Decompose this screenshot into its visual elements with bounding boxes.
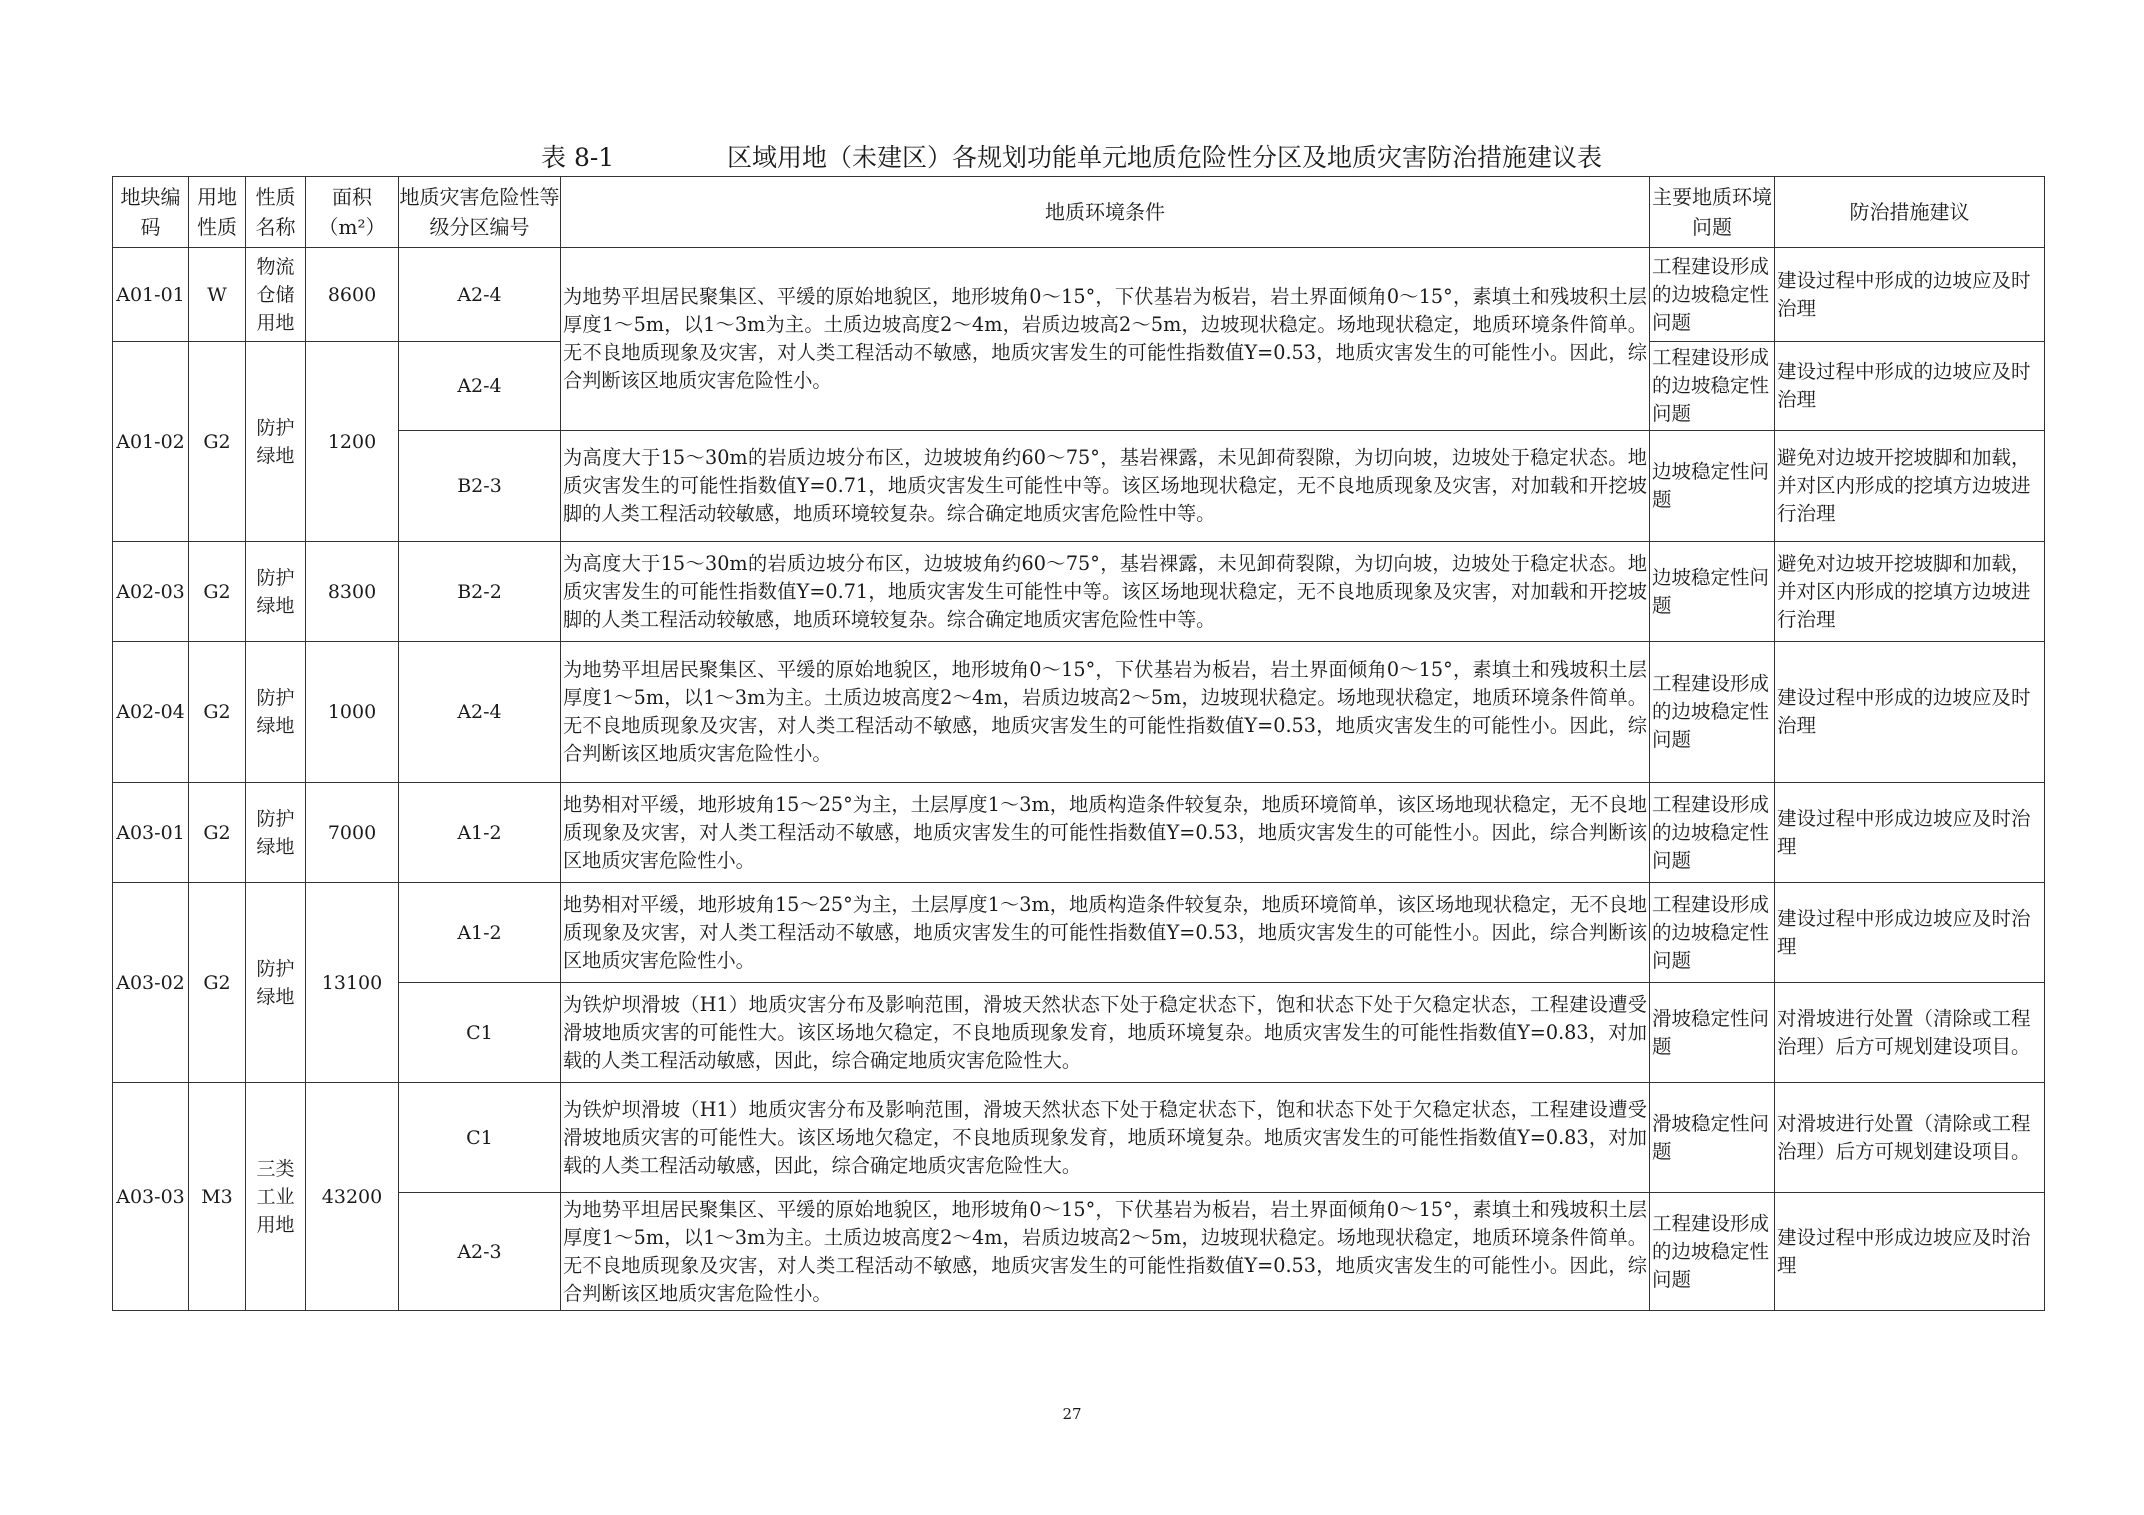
main-issue: 工程建设形成的边坡稳定性问题 [1650, 883, 1775, 983]
main-issue: 边坡稳定性问题 [1650, 431, 1775, 542]
land-use: G2 [189, 883, 246, 1083]
geo-conditions: 为铁炉坝滑坡（H1）地质灾害分布及影响范围，滑坡天然状态下处于稳定状态下，饱和状态下处于欠稳定状态，工程建设遭受滑坡地质灾害的可能性大。该区场地欠稳定，不良地质现象发育，地质环境复杂。地质灾害发生的可能性指数值Y=0.83，对加载的人类工程活动敏感，因此，综合确定地质灾害危险性大。 [561, 983, 1650, 1083]
hazard-zone: A2-4 [399, 342, 561, 431]
table-row [113, 431, 2045, 542]
page-number: 27 [1062, 1405, 1082, 1423]
table-row [113, 783, 2045, 883]
land-use: G2 [189, 642, 246, 783]
land-use: G2 [189, 342, 246, 542]
nature-name: 三类工业用地 [246, 1083, 306, 1311]
table-row [113, 642, 2045, 783]
geo-conditions: 地势相对平缓，地形坡角15～25°为主，土层厚度1～3m，地质构造条件较复杂，地质环境简单，该区场地现状稳定，无不良地质现象及灾害，对人类工程活动不敏感，地质灾害发生的可能性指数值Y=0.53，地质灾害发生的可能性小。因此，综合判断该区地质灾害危险性小。 [561, 883, 1650, 983]
measure: 建设过程中形成边坡应及时治理 [1775, 883, 2045, 983]
measure: 建设过程中形成边坡应及时治理 [1775, 1193, 2045, 1311]
main-issue: 滑坡稳定性问题 [1650, 983, 1775, 1083]
header-area: 面积（m²） [306, 177, 399, 248]
measure: 对滑坡进行处置（清除或工程治理）后方可规划建设项目。 [1775, 983, 2045, 1083]
geo-conditions: 为高度大于15～30m的岩质边坡分布区，边坡坡角约60～75°，基岩裸露，未见卸荷裂隙，为切向坡，边坡处于稳定状态。地质灾害发生的可能性指数值Y=0.71，地质灾害发生可能性中等。该区场地现状稳定，无不良地质现象及灾害，对加载和开挖坡脚的人类工程活动较敏感，地质环境较复杂。综合确定地质灾害危险性中等。 [561, 431, 1650, 542]
measure: 建设过程中形成的边坡应及时治理 [1775, 642, 2045, 783]
block-id: A01-01 [113, 248, 189, 342]
land-use: W [189, 248, 246, 342]
main-issue: 工程建设形成的边坡稳定性问题 [1650, 642, 1775, 783]
area: 8300 [306, 542, 399, 642]
nature-name: 防护绿地 [246, 883, 306, 1083]
hazard-zone: A1-2 [399, 783, 561, 883]
table-row [113, 248, 2045, 342]
header-nature-name: 性质名称 [246, 177, 306, 248]
area: 8600 [306, 248, 399, 342]
hazard-zone: A1-2 [399, 883, 561, 983]
table-row [113, 542, 2045, 642]
hazard-zone: A2-4 [399, 248, 561, 342]
geo-conditions: 为铁炉坝滑坡（H1）地质灾害分布及影响范围，滑坡天然状态下处于稳定状态下，饱和状态下处于欠稳定状态，工程建设遭受滑坡地质灾害的可能性大。该区场地欠稳定，不良地质现象发育，地质环境复杂。地质灾害发生的可能性指数值Y=0.83，对加载的人类工程活动敏感，因此，综合确定地质灾害危险性大。 [561, 1083, 1650, 1193]
area: 43200 [306, 1083, 399, 1311]
block-id: A03-01 [113, 783, 189, 883]
hazard-zone: A2-4 [399, 642, 561, 783]
main-issue: 工程建设形成的边坡稳定性问题 [1650, 342, 1775, 431]
nature-name: 防护绿地 [246, 783, 306, 883]
geo-conditions: 为地势平坦居民聚集区、平缓的原始地貌区，地形坡角0～15°，下伏基岩为板岩，岩土界面倾角0～15°，素填土和残坡积土层厚度1～5m，以1～3m为主。土质边坡高度2～4m，岩质边坡高2～5m，边坡现状稳定。场地现状稳定，地质环境条件简单。无不良地质现象及灾害，对人类工程活动不敏感，地质灾害发生的可能性指数值Y=0.53，地质灾害发生的可能性小。因此，综合判断该区地质灾害危险性小。 [561, 642, 1650, 783]
nature-name: 防护绿地 [246, 642, 306, 783]
header-land-use: 用地性质 [189, 177, 246, 248]
area: 13100 [306, 883, 399, 1083]
main-issue: 工程建设形成的边坡稳定性问题 [1650, 783, 1775, 883]
measure: 避免对边坡开挖坡脚和加载，并对区内形成的挖填方边坡进行治理 [1775, 542, 2045, 642]
geo-conditions: 为地势平坦居民聚集区、平缓的原始地貌区，地形坡角0～15°，下伏基岩为板岩，岩土界面倾角0～15°，素填土和残坡积土层厚度1～5m，以1～3m为主。土质边坡高度2～4m，岩质边坡高2～5m，边坡现状稳定。场地现状稳定，地质环境条件简单。无不良地质现象及灾害，对人类工程活动不敏感，地质灾害发生的可能性指数值Y=0.53，地质灾害发生的可能性小。因此，综合判断该区地质灾害危险性小。 [561, 248, 1650, 431]
measure: 避免对边坡开挖坡脚和加载，并对区内形成的挖填方边坡进行治理 [1775, 431, 2045, 542]
block-id: A02-03 [113, 542, 189, 642]
block-id: A01-02 [113, 342, 189, 542]
header-row [113, 177, 2045, 248]
header-block-id: 地块编码 [113, 177, 189, 248]
table-row [113, 1083, 2045, 1193]
block-id: A02-04 [113, 642, 189, 783]
table-row [113, 1193, 2045, 1311]
header-zone: 地质灾害危险性等级分区编号 [399, 177, 561, 248]
hazard-zone: C1 [399, 1083, 561, 1193]
table-caption [0, 140, 2144, 176]
hazard-table [112, 176, 2045, 1311]
table-number: 表 8-1 [541, 143, 615, 172]
nature-name: 防护绿地 [246, 542, 306, 642]
nature-name: 物流仓储用地 [246, 248, 306, 342]
area: 7000 [306, 783, 399, 883]
table-row [113, 883, 2045, 983]
nature-name: 防护绿地 [246, 342, 306, 542]
measure: 对滑坡进行处置（清除或工程治理）后方可规划建设项目。 [1775, 1083, 2045, 1193]
block-id: A03-02 [113, 883, 189, 1083]
geo-conditions: 为地势平坦居民聚集区、平缓的原始地貌区，地形坡角0～15°，下伏基岩为板岩，岩土界面倾角0～15°，素填土和残坡积土层厚度1～5m，以1～3m为主。土质边坡高度2～4m，岩质边坡高2～5m，边坡现状稳定。场地现状稳定，地质环境条件简单。无不良地质现象及灾害，对人类工程活动不敏感，地质灾害发生的可能性指数值Y=0.53，地质灾害发生的可能性小。因此，综合判断该区地质灾害危险性小。 [561, 1193, 1650, 1311]
measure: 建设过程中形成的边坡应及时治理 [1775, 342, 2045, 431]
area: 1000 [306, 642, 399, 783]
main-issue: 工程建设形成的边坡稳定性问题 [1650, 1193, 1775, 1311]
header-measures: 防治措施建议 [1775, 177, 2045, 248]
measure: 建设过程中形成的边坡应及时治理 [1775, 248, 2045, 342]
main-issue: 滑坡稳定性问题 [1650, 1083, 1775, 1193]
header-conditions: 地质环境条件 [561, 177, 1650, 248]
main-issue: 边坡稳定性问题 [1650, 542, 1775, 642]
land-use: G2 [189, 542, 246, 642]
block-id: A03-03 [113, 1083, 189, 1311]
hazard-zone: C1 [399, 983, 561, 1083]
geo-conditions: 为高度大于15～30m的岩质边坡分布区，边坡坡角约60～75°，基岩裸露，未见卸荷裂隙，为切向坡，边坡处于稳定状态。地质灾害发生的可能性指数值Y=0.71，地质灾害发生可能性中等。该区场地现状稳定，无不良地质现象及灾害，对加载和开挖坡脚的人类工程活动较敏感，地质环境较复杂。综合确定地质灾害危险性中等。 [561, 542, 1650, 642]
area: 1200 [306, 342, 399, 542]
header-issues: 主要地质环境问题 [1650, 177, 1775, 248]
measure: 建设过程中形成边坡应及时治理 [1775, 783, 2045, 883]
hazard-zone: B2-3 [399, 431, 561, 542]
table-row [113, 983, 2045, 1083]
geo-conditions: 地势相对平缓，地形坡角15～25°为主，土层厚度1～3m，地质构造条件较复杂，地质环境简单，该区场地现状稳定，无不良地质现象及灾害，对人类工程活动不敏感，地质灾害发生的可能性指数值Y=0.53，地质灾害发生的可能性小。因此，综合判断该区地质灾害危险性小。 [561, 783, 1650, 883]
main-issue: 工程建设形成的边坡稳定性问题 [1650, 248, 1775, 342]
table-title: 区域用地（未建区）各规划功能单元地质危险性分区及地质灾害防治措施建议表 [727, 143, 1603, 172]
land-use: G2 [189, 783, 246, 883]
hazard-zone: B2-2 [399, 542, 561, 642]
land-use: M3 [189, 1083, 246, 1311]
hazard-zone: A2-3 [399, 1193, 561, 1311]
